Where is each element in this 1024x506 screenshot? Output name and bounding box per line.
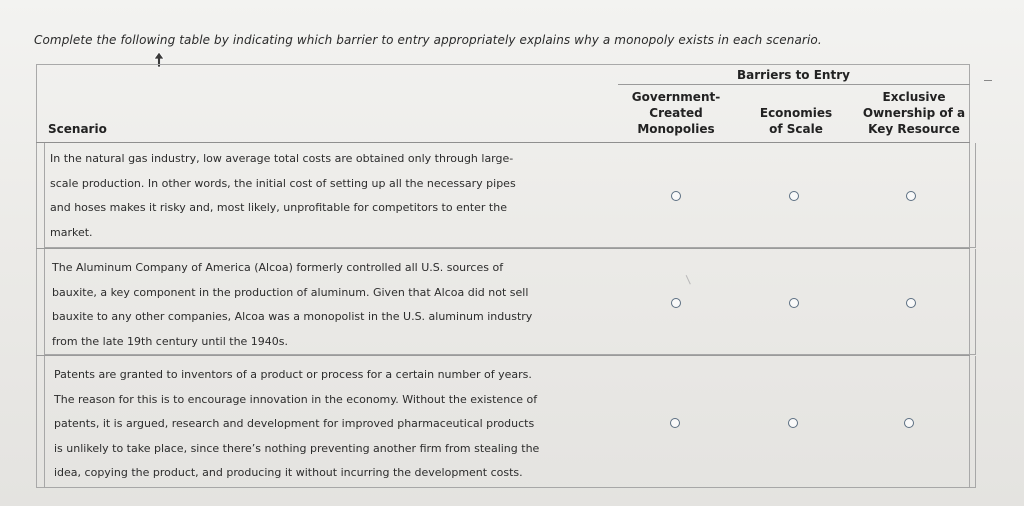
scenario-text-line: Patents are granted to inventors of a product or process for a certain number of years. (54, 368, 532, 381)
radio-natural-gas-government[interactable] (671, 191, 681, 201)
column-header-line: Monopolies (637, 122, 715, 136)
column-header-line: of Scale (769, 122, 823, 136)
column-header-line: Exclusive (882, 90, 946, 104)
scenario-text-line: The Aluminum Company of America (Alcoa) formerly controlled all U.S. sources of (52, 261, 504, 274)
column-header-line: Government- (631, 90, 721, 104)
scenario-text-alcoa (52, 256, 612, 354)
scenario-text-line: patents, it is argued, research and development for improved pharmaceutical products (54, 417, 535, 430)
scenario-text-line: scale production. In other words, the initial cost of setting up all the necessary pipes (50, 176, 516, 190)
scenario-text-line: In the natural gas industry, low average total costs are obtained only through large- (50, 152, 514, 165)
radio-patents-government[interactable] (670, 418, 680, 428)
group-header-divider (618, 84, 970, 85)
radio-alcoa-government[interactable] (671, 298, 681, 308)
scenario-text-line: and hoses makes it risky and, most likely, unprofitable for competitors to enter the (50, 201, 507, 214)
scenario-text-line: from the late 19th century until the 1940s. (52, 334, 289, 348)
instruction-text: Complete the following table by indicating which barrier to entry appropriately explains why a monopoly exists in each scenario. (34, 33, 822, 47)
radio-natural-gas-economies-of-scale[interactable] (789, 191, 799, 201)
column-header-line: Economies (759, 106, 833, 120)
radio-alcoa-economies-of-scale[interactable] (789, 298, 799, 308)
scenario-text-line: bauxite, a key component in the production of aluminum. Given that Alcoa did not sell (52, 285, 529, 299)
column-header-line: Ownership of a (862, 106, 966, 120)
scenario-text-line: The reason for this is to encourage innovation in the economy. Without the existence of (54, 392, 538, 406)
edge-divider (984, 80, 992, 81)
radio-patents-economies-of-scale[interactable] (788, 418, 798, 428)
radio-alcoa-exclusive-ownership[interactable] (906, 298, 916, 308)
scenario-text-patents (54, 363, 624, 486)
scenario-text-line: idea, copying the product, and producing it without incurring the development costs. (54, 466, 523, 479)
scenario-text-line: is unlikely to take place, since there’s nothing preventing another firm from stealing the (54, 441, 540, 455)
scenario-text-natural-gas (50, 147, 610, 245)
radio-natural-gas-exclusive-ownership[interactable] (906, 191, 916, 201)
column-header-line: Created (649, 106, 703, 120)
column-header-exclusive-ownership (852, 89, 976, 137)
barriers-to-entry-header: Barriers to Entry (737, 68, 850, 82)
scenario-text-line: market. (50, 225, 93, 239)
column-header-line: Key Resource (868, 122, 960, 136)
column-header-government-created-monopolies (618, 89, 734, 137)
radio-patents-exclusive-ownership[interactable] (904, 418, 914, 428)
scenario-column-header: Scenario (48, 122, 107, 136)
scenario-text-line: bauxite to any other companies, Alcoa was a monopolist in the U.S. aluminum industry (52, 310, 533, 323)
column-header-economies-of-scale (738, 105, 854, 137)
